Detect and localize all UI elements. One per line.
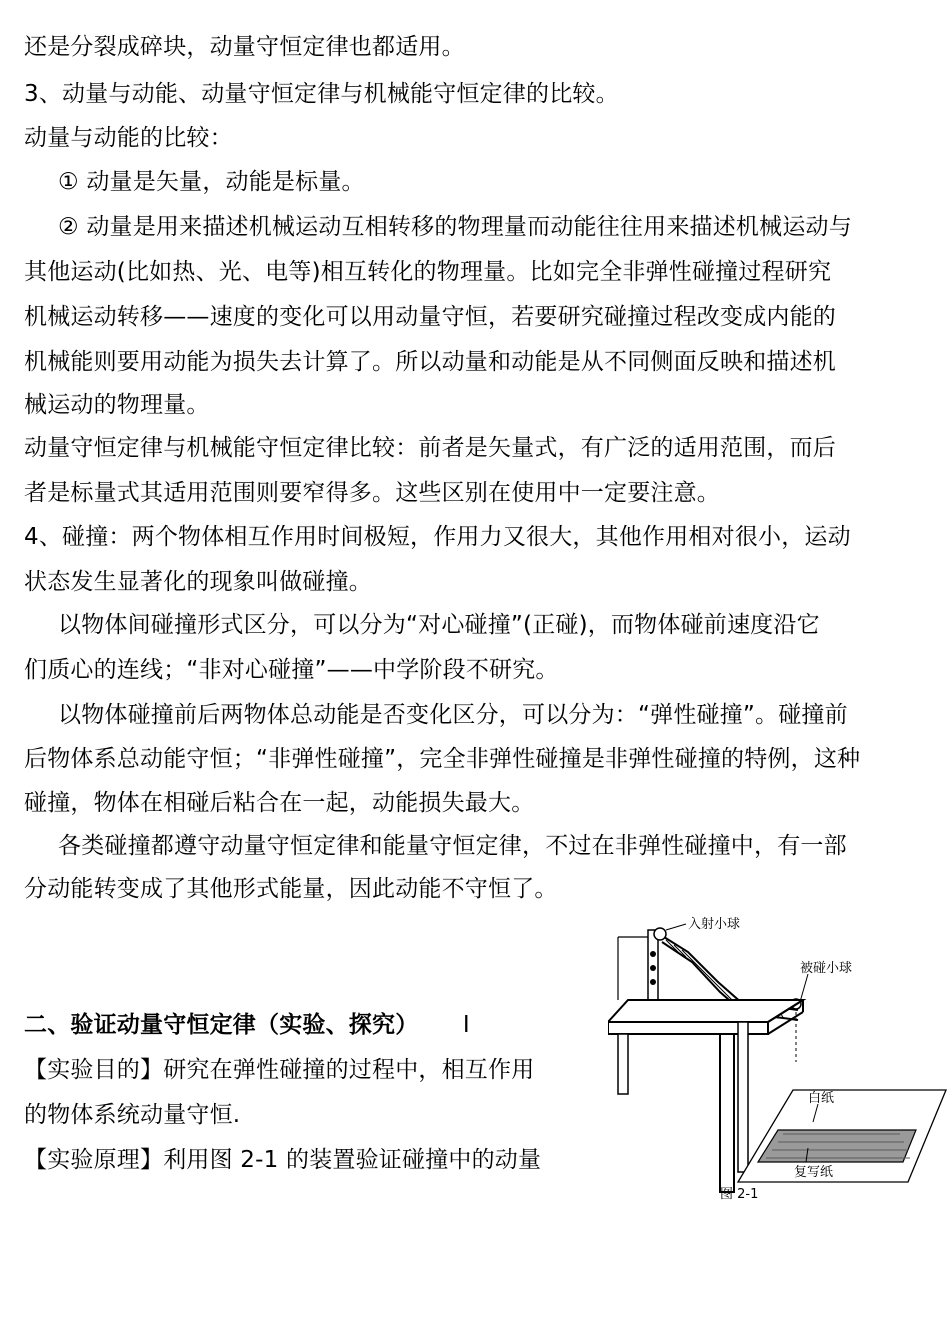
text-line: 各类碰撞都遵守动量守恒定律和能量守恒定律，不过在非弹性碰撞中，有一部 <box>58 833 847 859</box>
figure-caption: 图 2-1 <box>720 1187 759 1202</box>
label-incident-ball: 入射小球 <box>688 917 741 932</box>
experiment-principle: 【实验原理】利用图 2-1 的装置验证碰撞中的动量 <box>24 1147 542 1173</box>
section-heading-text: 二、验证动量守恒定律（实验、探究） <box>24 1012 419 1038</box>
text-line: 还是分裂成碎块，动量守恒定律也都适用。 <box>24 34 465 60</box>
text-line: 其他运动(比如热、光、电等)相互转化的物理量。比如完全非弹性碰撞过程研究 <box>24 259 832 285</box>
text-line: 械运动的物理量。 <box>24 392 210 418</box>
incident-ball <box>654 928 666 940</box>
label-carbon-paper: 复写纸 <box>794 1165 834 1180</box>
text-line: 以物体间碰撞形式区分，可以分为“对心碰撞”(正碰)，而物体碰前速度沿它 <box>58 612 820 638</box>
text-line: 以物体碰撞前后两物体总动能是否变化区分，可以分为：“弹性碰撞”。碰撞前 <box>58 702 848 728</box>
text-line: 机械能则要用动能为损失去计算了。所以动量和动能是从不同侧面反映和描述机 <box>24 349 836 375</box>
text-line: 动量守恒定律与机械能守恒定律比较：前者是矢量式，有广泛的适用范围，而后 <box>24 435 836 461</box>
experiment-purpose: 【实验目的】研究在弹性碰撞的过程中，相互作用 <box>24 1057 535 1083</box>
text-line: 们质心的连线；“非对心碰撞”——中学阶段不研究。 <box>24 657 559 683</box>
list-item-2: ② 动量是用来描述机械运动互相转移的物理量而动能往往用来描述机械运动与 <box>58 214 852 240</box>
heading-mark: I <box>462 1012 470 1038</box>
text-line: 碰撞，物体在相碰后粘合在一起，动能损失最大。 <box>24 790 535 816</box>
text-line: 分动能转变成了其他形式能量，因此动能不守恒了。 <box>24 876 558 902</box>
apparatus-diagram <box>608 912 948 1202</box>
text-line: 后物体系总动能守恒；“非弹性碰撞”，完全非弹性碰撞是非弹性碰撞的特例，这种 <box>24 746 861 772</box>
text-line: 机械运动转移——速度的变化可以用动量守恒，若要研究碰撞过程改变成内能的 <box>24 304 836 330</box>
experiment-purpose-cont: 的物体系统动量守恒. <box>24 1102 241 1128</box>
label-target-ball: 被碰小球 <box>800 961 853 976</box>
list-item-1: ① 动量是矢量，动能是标量。 <box>58 169 365 195</box>
text-line: 动量与动能的比较： <box>24 125 233 151</box>
text-line: 状态发生显著化的现象叫做碰撞。 <box>24 569 372 595</box>
apparatus-figure <box>608 912 948 1202</box>
section-item-4: 4、碰撞：两个物体相互作用时间极短，作用力又很大，其他作用相对很小，运动 <box>24 524 851 550</box>
text-line: 者是标量式其适用范围则要窄得多。这些区别在使用中一定要注意。 <box>24 480 720 506</box>
label-white-paper: 白纸 <box>808 1091 835 1106</box>
table-leg-back <box>738 1022 748 1172</box>
carbon-paper <box>758 1130 916 1162</box>
section-item-3: 3、动量与动能、动量守恒定律与机械能守恒定律的比较。 <box>24 81 619 107</box>
section-heading <box>24 1010 470 1040</box>
table-leg-front <box>720 1034 734 1192</box>
